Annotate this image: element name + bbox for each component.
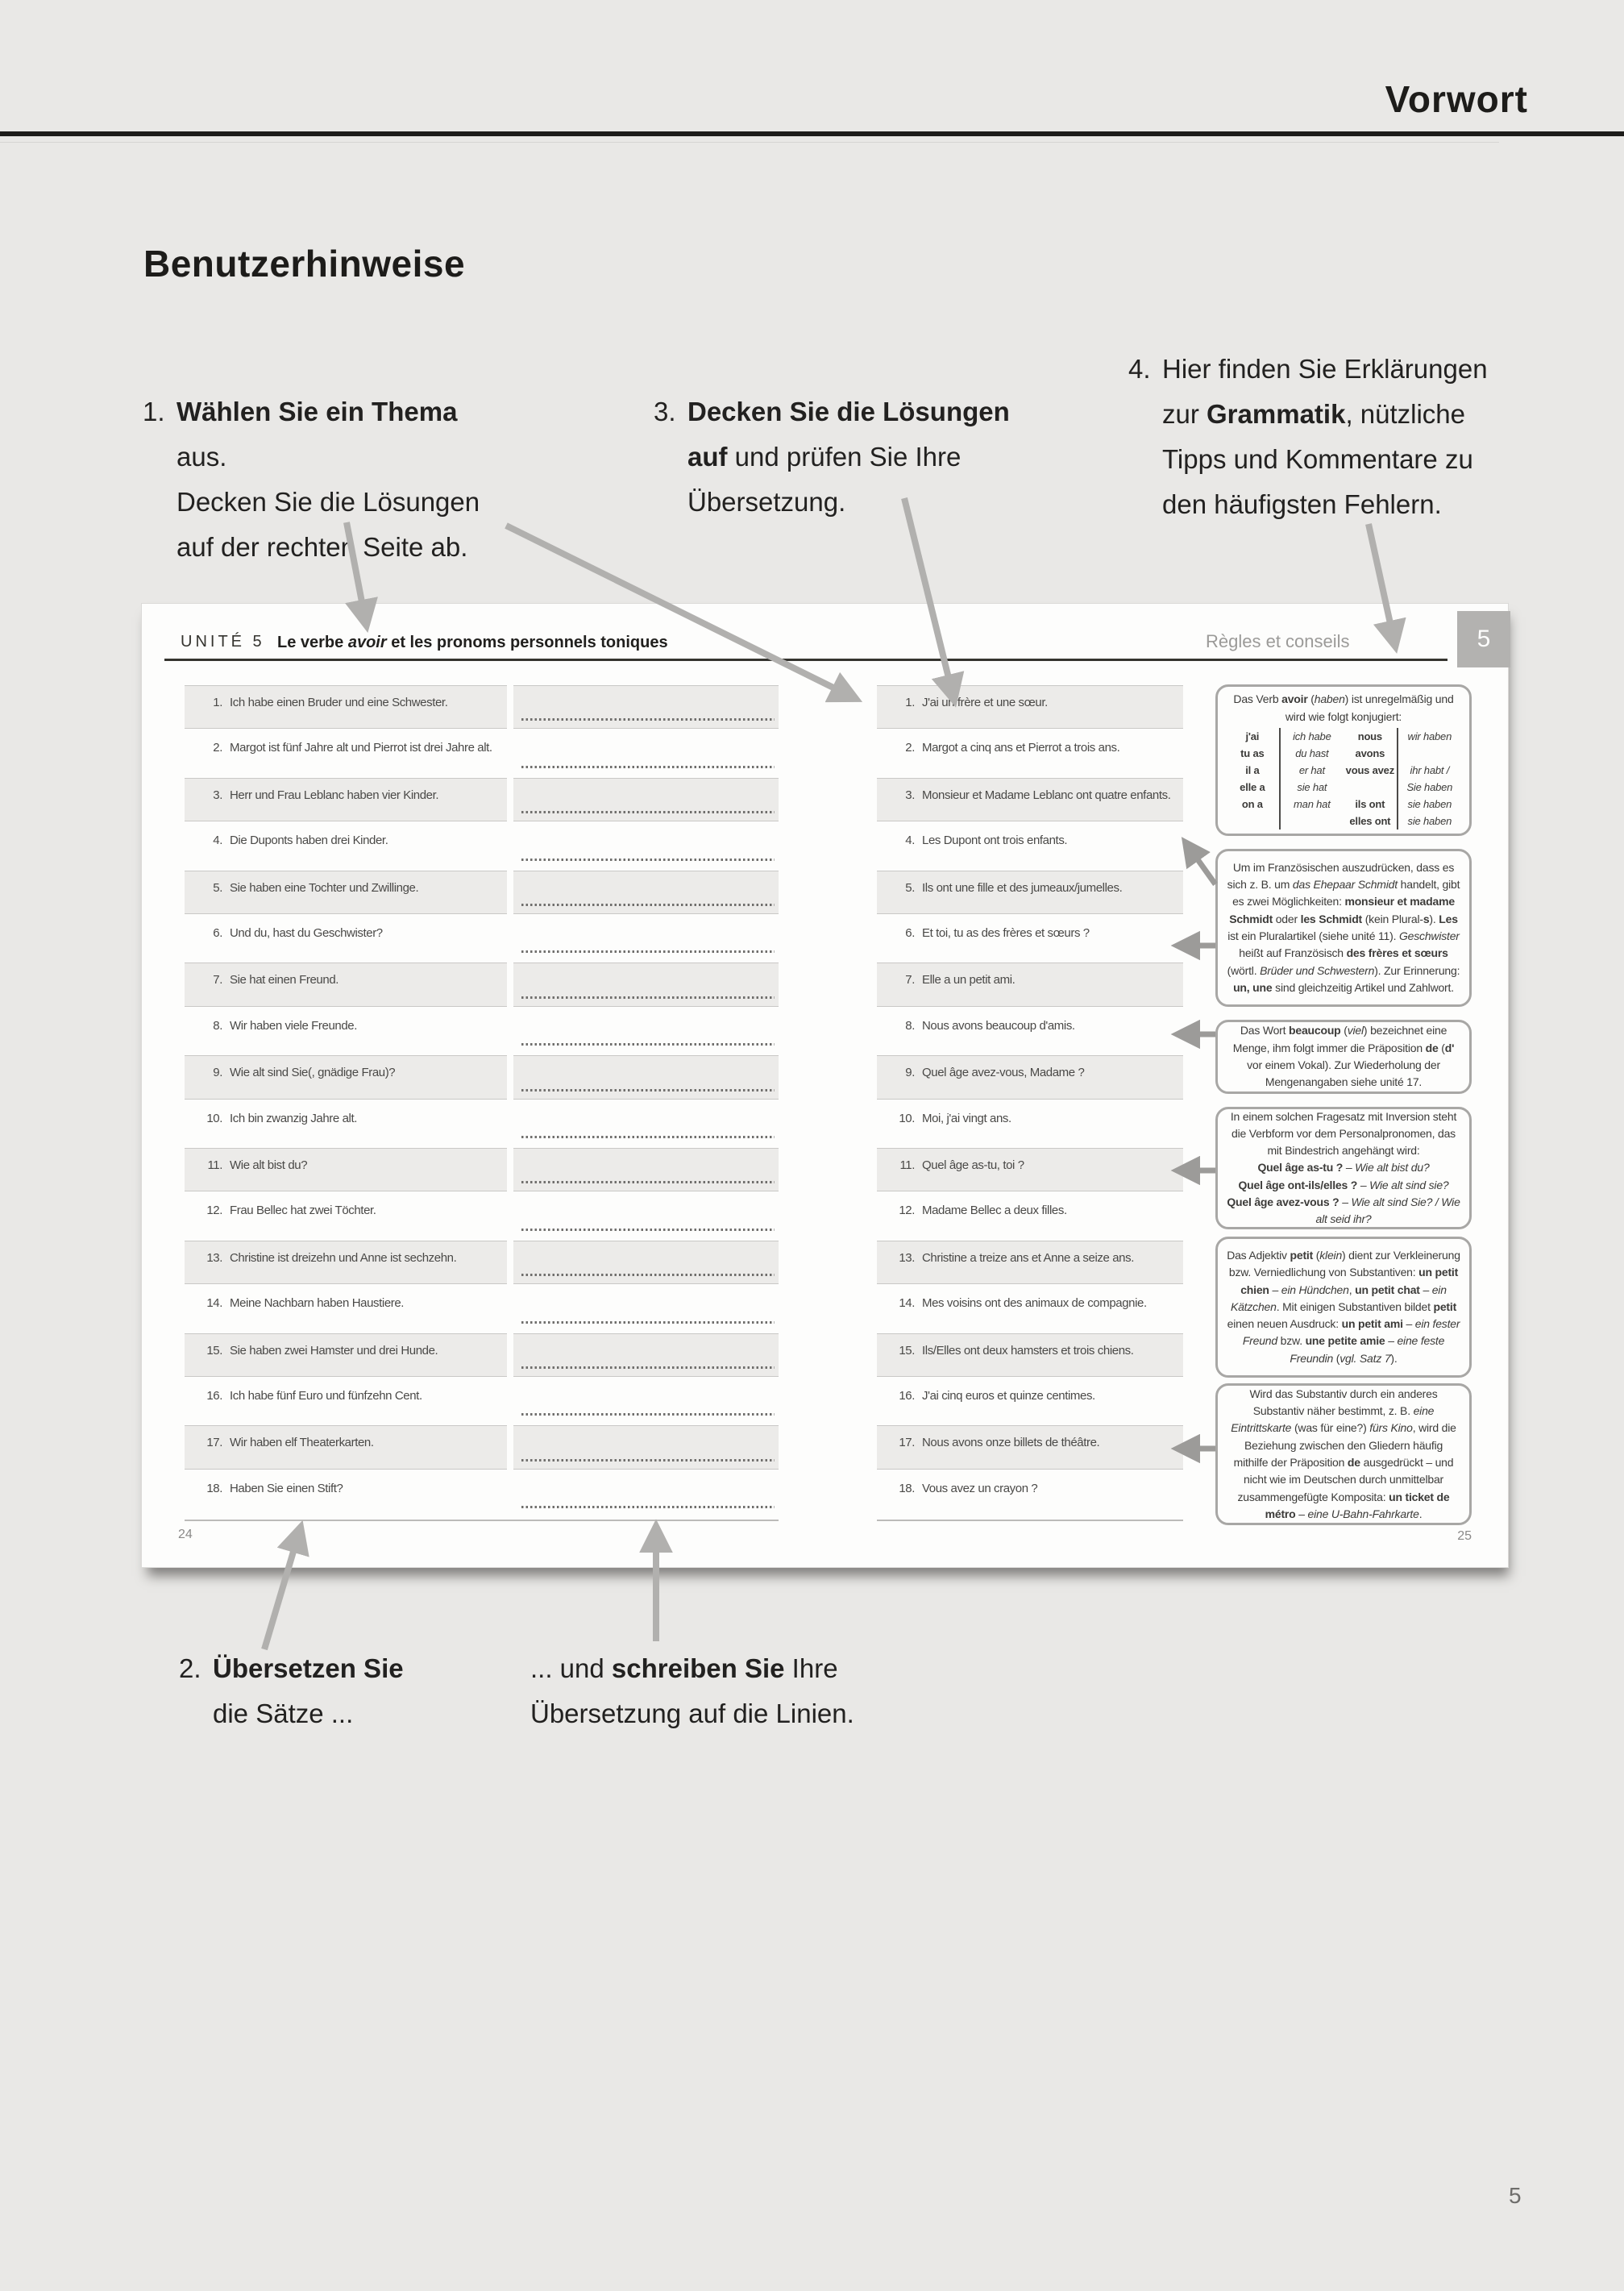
answer-line <box>521 1321 775 1324</box>
answer-line <box>521 904 775 906</box>
german-sentence: Wie alt bist du? <box>230 1158 308 1172</box>
sentence-number: 8. <box>213 1018 222 1033</box>
unit-thumb-tab: 5 <box>1457 611 1510 667</box>
grammar-box-2: Um im Französischen auszudrücken, dass es sich z. B. um das Ehepaar Schmidt handelt, gibt es zwei Möglichkeiten: monsieur et madame Schmidt oder les Schmidt (kein Plural-s). Les ist ein Pluralartikel (siehe unité 11). Geschwister heißt auf Französisch des frères et sœurs (wörtl. Brüder und Schwestern). Zur Erinnerung: un, une sind gleichzeitig Artikel und Zahlwort. <box>1215 849 1472 1007</box>
solution-row-french-4 <box>877 823 1183 869</box>
exercise-row-german-1 <box>185 684 779 730</box>
sentence-number: 5. <box>213 880 222 895</box>
sentence-number: 15. <box>899 1343 915 1358</box>
answer-line <box>521 1089 775 1091</box>
german-sentence: Frau Bellec hat zwei Töchter. <box>230 1204 376 1218</box>
instruction-number: 1. <box>143 397 165 426</box>
german-sentence: Ich bin zwanzig Jahre alt. <box>230 1111 358 1125</box>
french-sentence: Nous avons beaucoup d'amis. <box>922 1018 1075 1033</box>
german-sentence: Christine ist dreizehn und Anne ist sechzehn. <box>230 1250 457 1265</box>
exercise-row-german-13 <box>185 1240 779 1286</box>
worksheet-right-page-number: 25 <box>1457 1529 1472 1543</box>
sentence-number: 18. <box>206 1481 222 1495</box>
exercise-row-german-6 <box>185 916 779 962</box>
unit-title: Le verbe avoir et les pronoms personnels toniques <box>277 634 668 651</box>
french-sentence: Vous avez un crayon ? <box>922 1481 1038 1495</box>
solution-row-french-2 <box>877 730 1183 776</box>
sentence-number: 5. <box>905 880 915 895</box>
instruction-number: 3. <box>654 397 676 426</box>
german-sentence: Margot ist fünf Jahre alt und Pierrot ist drei Jahre alt. <box>230 741 492 755</box>
instruction-number: 4. <box>1128 354 1151 384</box>
german-sentence: Wie alt sind Sie(, gnädige Frau)? <box>230 1066 396 1080</box>
sentence-number: 18. <box>899 1481 915 1495</box>
german-sentence: Wir haben elf Theaterkarten. <box>230 1436 374 1450</box>
sentence-number: 6. <box>905 926 915 940</box>
answer-line <box>521 859 775 861</box>
sentence-number: 11. <box>899 1158 915 1172</box>
german-sentence: Haben Sie einen Stift? <box>230 1481 343 1495</box>
answer-line <box>521 811 775 813</box>
exercise-row-german-14 <box>185 1286 779 1332</box>
solution-row-french-16 <box>877 1378 1183 1424</box>
instruction-step-4 <box>1128 347 1547 527</box>
sentence-number: 14. <box>899 1296 915 1311</box>
answer-line <box>521 1506 775 1508</box>
german-exercise-column <box>185 604 779 1569</box>
exercise-row-german-11 <box>185 1147 779 1193</box>
sentence-number: 10. <box>206 1111 222 1125</box>
answer-line <box>521 950 775 953</box>
solution-row-french-14 <box>877 1286 1183 1332</box>
solution-row-french-10 <box>877 1101 1183 1147</box>
page-title: Vorwort <box>1385 78 1528 120</box>
rules-header: Règles et conseils <box>1206 631 1350 651</box>
sentence-number: 11. <box>207 1158 222 1172</box>
header-rule <box>0 131 1624 136</box>
conjugation-table: j'ai tu as il a elle a on a ich habe du hast er hat sie hat man hat nous avons vous avez ils ont elles ont wir haben ihr habt / Sie haben sie haben sie haben <box>1226 728 1461 830</box>
sentence-number: 4. <box>905 834 915 848</box>
instruction-write-note: ... und schreiben Sie Ihre Übersetzung auf die Linien. <box>530 1653 854 1728</box>
french-sentence: J'ai cinq euros et quinze centimes. <box>922 1389 1095 1403</box>
german-sentence: Herr und Frau Leblanc haben vier Kinder. <box>230 788 439 802</box>
answer-line <box>521 1274 775 1276</box>
french-sentence: Quel âge as-tu, toi ? <box>922 1158 1024 1172</box>
sentence-number: 17. <box>206 1436 222 1450</box>
french-solution-column <box>877 604 1183 1569</box>
sentence-number: 15. <box>206 1343 222 1358</box>
answer-line <box>521 1181 775 1183</box>
sentence-number: 12. <box>206 1204 222 1218</box>
german-sentence: Meine Nachbarn haben Haustiere. <box>230 1296 405 1311</box>
exercise-row-german-12 <box>185 1193 779 1239</box>
answer-line <box>521 1136 775 1138</box>
unit-label: UNITÉ 5 <box>181 633 265 651</box>
french-sentence: Ils ont une fille et des jumeaux/jumelles. <box>922 880 1123 895</box>
exercise-row-german-16 <box>185 1378 779 1424</box>
german-sentence: Wir haben viele Freunde. <box>230 1018 357 1033</box>
solution-row-french-12 <box>877 1193 1183 1239</box>
exercise-row-german-7 <box>185 962 779 1008</box>
answer-line <box>521 766 775 768</box>
answer-line <box>521 718 775 721</box>
sentence-number: 7. <box>905 973 915 988</box>
exercise-row-german-15 <box>185 1333 779 1378</box>
instruction-step-1 <box>143 389 489 570</box>
solution-row-french-7 <box>877 962 1183 1008</box>
german-sentence: Sie hat einen Freund. <box>230 973 339 988</box>
solution-row-french-6 <box>877 916 1183 962</box>
exercise-row-german-17 <box>185 1424 779 1470</box>
sentence-number: 2. <box>905 741 915 755</box>
exercise-row-german-10 <box>185 1101 779 1147</box>
instruction-number: 2. <box>179 1653 201 1683</box>
solution-row-french-17 <box>877 1424 1183 1470</box>
exercise-row-german-18 <box>185 1471 779 1517</box>
worksheet-left-page-number: 24 <box>178 1528 193 1541</box>
sentence-number: 6. <box>213 926 222 940</box>
german-sentence: Sie haben eine Tochter und Zwillinge. <box>230 880 419 895</box>
german-sentence: Ich habe fünf Euro und fünfzehn Cent. <box>230 1389 422 1403</box>
exercise-row-german-5 <box>185 870 779 916</box>
grammar-boxes-column <box>1215 604 1472 1569</box>
solution-row-french-8 <box>877 1008 1183 1054</box>
book-page-number: 5 <box>1509 2183 1522 2208</box>
french-sentence: Christine a treize ans et Anne a seize ans. <box>922 1250 1134 1265</box>
answer-line <box>521 1366 775 1369</box>
exercise-row-german-4 <box>185 823 779 869</box>
answer-line <box>521 1459 775 1462</box>
french-sentence: Et toi, tu as des frères et sœurs ? <box>922 926 1090 940</box>
answer-line <box>521 996 775 999</box>
sentence-number: 3. <box>905 788 915 802</box>
exercise-row-german-9 <box>185 1054 779 1100</box>
exercise-row-german-2 <box>185 730 779 776</box>
instruction-text: Hier finden Sie Erklärungen zur Grammatik, nützliche Tipps und Kommentare zu den häufigsten Fehlern. <box>1162 354 1488 519</box>
french-sentence: Monsieur et Madame Leblanc ont quatre enfants. <box>922 788 1171 802</box>
grammar-box-4: In einem solchen Fragesatz mit Inversion steht die Verbform vor dem Personalpronomen, das mit Bindestrich angehängt wird: Quel âge as-tu ? – Wie alt bist du? Quel âge ont-ils/elles ? – Wie alt sind sie? Quel âge avez-vous ? – Wie alt sind Sie? / Wie alt seid ihr? <box>1215 1107 1472 1229</box>
right-column-bottom-rule <box>877 1520 1183 1521</box>
sentence-number: 16. <box>206 1389 222 1403</box>
sentence-number: 12. <box>899 1204 915 1218</box>
solution-row-french-3 <box>877 777 1183 823</box>
french-sentence: Moi, j'ai vingt ans. <box>922 1111 1011 1125</box>
french-sentence: Quel âge avez-vous, Madame ? <box>922 1066 1085 1080</box>
solution-row-french-11 <box>877 1147 1183 1193</box>
solution-row-french-15 <box>877 1333 1183 1378</box>
grammar-box-5: Das Adjektiv petit (klein) dient zur Verkleinerung bzw. Verniedlichung von Substantiven: un petit chien – ein Hündchen, un petit chat – ein Kätzchen. Mit einigen Substantiven bildet petit einen neuen Ausdruck: un petit ami – ein fester Freund bzw. une petite amie – eine feste Freundin (vgl. Satz 7). <box>1215 1237 1472 1378</box>
solution-row-french-13 <box>877 1240 1183 1286</box>
french-sentence: Margot a cinq ans et Pierrot a trois ans. <box>922 741 1120 755</box>
solution-row-french-9 <box>877 1054 1183 1100</box>
grammar-box-1: Das Verb avoir (haben) ist unregelmäßig und wird wie folgt konjugiert: j'ai tu as il a elle a on a ich habe du hast er hat sie hat man hat nous avons vous avez ils ont elles ont wir haben ihr habt / Sie haben sie haben sie haben <box>1215 684 1472 836</box>
instruction-step-3 <box>654 389 1040 525</box>
instruction-text: Decken Sie die Lösungen auf und prüfen Sie Ihre Übersetzung. <box>687 397 1010 517</box>
solution-row-french-5 <box>877 870 1183 916</box>
german-sentence: Die Duponts haben drei Kinder. <box>230 834 388 848</box>
worksheet-page-spread <box>141 603 1509 1568</box>
answer-line <box>521 1413 775 1416</box>
sentence-number: 4. <box>213 834 222 848</box>
german-sentence: Sie haben zwei Hamster und drei Hunde. <box>230 1343 438 1358</box>
exercise-row-german-3 <box>185 777 779 823</box>
sentence-number: 1. <box>905 696 915 709</box>
sentence-number: 14. <box>206 1296 222 1311</box>
sentence-number: 13. <box>899 1250 915 1265</box>
instruction-step-2 <box>179 1646 469 1736</box>
sentence-number: 3. <box>213 788 222 802</box>
solution-row-french-18 <box>877 1471 1183 1517</box>
instruction-text: Übersetzen Sie die Sätze ... <box>213 1653 404 1728</box>
header-rule-thin <box>0 142 1499 143</box>
answer-line <box>521 1043 775 1046</box>
sentence-number: 2. <box>213 741 222 755</box>
german-sentence: Und du, hast du Geschwister? <box>230 926 383 940</box>
french-sentence: Elle a un petit ami. <box>922 973 1016 988</box>
sentence-number: 17. <box>899 1436 915 1450</box>
sentence-number: 7. <box>213 973 222 988</box>
french-sentence: Mes voisins ont des animaux de compagnie. <box>922 1296 1147 1311</box>
grammar-box-6: Wird das Substantiv durch ein anderes Substantiv näher bestimmt, z. B. eine Eintrittskarte (was für eine?) fürs Kino, wird die Beziehung zwischen den Gliedern häufig mithilfe der Präposition de ausgedrückt – und nicht wie im Deutschen durch unmittelbar zusammengefügte Komposita: un ticket de métro – eine U-Bahn-Fahrkarte. <box>1215 1383 1472 1525</box>
sentence-number: 9. <box>213 1066 222 1080</box>
sentence-number: 10. <box>899 1111 915 1125</box>
grammar-box-3: Das Wort beaucoup (viel) bezeichnet eine Menge, ihm folgt immer die Präposition de (d' vor einem Vokal). Zur Wiederholung der Mengenangaben siehe unité 17. <box>1215 1020 1472 1094</box>
solution-row-french-1 <box>877 684 1183 730</box>
french-sentence: Nous avons onze billets de théâtre. <box>922 1436 1100 1450</box>
german-sentence: Ich habe einen Bruder und eine Schwester. <box>230 696 448 709</box>
french-sentence: Madame Bellec a deux filles. <box>922 1204 1067 1218</box>
french-sentence: J'ai un frère et une sœur. <box>922 696 1048 709</box>
sentence-number: 13. <box>206 1250 222 1265</box>
sentence-number: 1. <box>213 696 222 709</box>
section-title: Benutzerhinweise <box>143 243 466 285</box>
sentence-number: 9. <box>905 1066 915 1080</box>
exercise-row-german-8 <box>185 1008 779 1054</box>
french-sentence: Ils/Elles ont deux hamsters et trois chiens. <box>922 1343 1134 1358</box>
answer-line <box>521 1229 775 1231</box>
french-sentence: Les Dupont ont trois enfants. <box>922 834 1068 848</box>
sentence-number: 8. <box>905 1018 915 1033</box>
sentence-number: 16. <box>899 1389 915 1403</box>
left-column-bottom-rule <box>185 1520 779 1521</box>
instruction-text: Wählen Sie ein Thema aus. Decken Sie die Lösungen auf der rechten Seite ab. <box>177 397 480 562</box>
